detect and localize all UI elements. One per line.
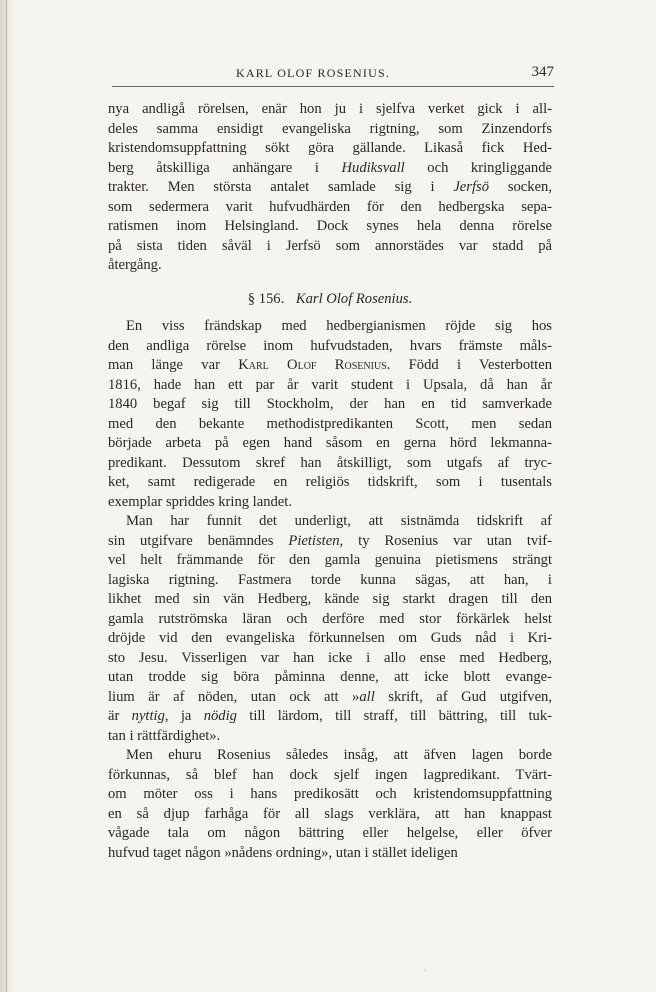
text-run: tan i rättfärdighet».: [108, 727, 221, 744]
text-run: om möter oss i hans predikosätt och kristendomsuppfattning: [108, 786, 552, 802]
text-run: deles samma ensidigt evangeliska rigtning, som Zinzendorfs: [108, 120, 552, 137]
running-title: KARL OLOF ROSENIUS.: [236, 66, 391, 80]
text-line: [108, 395, 552, 415]
text-line: [108, 217, 552, 237]
text-run: den andliga rörelse inom hufvudstaden, hvars främste måls-: [108, 337, 552, 354]
text-run: dröjde vid den evangeliska förkunnelsen om Guds nåd i Kri-: [108, 630, 552, 646]
text-run: 1816, hade han ett par år varit student i Upsala, då han år: [108, 376, 552, 393]
text-line: [108, 198, 552, 218]
text-line: [108, 159, 552, 179]
italic-text: Hudiksvall: [341, 159, 405, 176]
text-run: som sedermera varit hufvudhärden för den hedbergska sepa-: [108, 198, 552, 215]
text-run: likhet med sin vän Hedberg, kände sig starkt dragen till den: [108, 591, 552, 607]
text-run: kristendomsuppfattning sökt göra gällande. Likaså fick Hed-: [108, 140, 552, 156]
text-line: [108, 844, 552, 864]
text-line: [108, 785, 552, 805]
text-run: predikant. Dessutom skref han åtskilligt, som utgafs af tryc-: [108, 454, 552, 471]
text-run: lium är af nöden, utan ock att »: [108, 688, 360, 705]
text-line: [108, 376, 552, 396]
text-run: är: [108, 708, 132, 724]
text-run: sin utgifvare benämndes: [108, 532, 289, 549]
page-number: 347: [531, 64, 554, 80]
text-line: [108, 120, 552, 140]
text-run: utan trodde sig böra påminna denne, att icke blott evange-: [108, 669, 552, 685]
text-line: [108, 256, 552, 276]
text-run: berg åtskilliga anhängare i: [108, 159, 342, 176]
section-number: § 156.: [247, 290, 285, 307]
text-line: [108, 688, 552, 708]
text-run: , ty Rosenius var utan tvif-: [339, 532, 552, 549]
text-run: sto Jesu. Visserligen var han icke i allo ense med Hedberg,: [108, 649, 552, 666]
text-line: [108, 766, 552, 786]
text-run: 1840 begaf sig till Stockholm, der han en tid samverkade: [108, 396, 552, 412]
text-line: [108, 139, 552, 159]
text-line: [108, 356, 552, 376]
text-run: förkunnas, så blef han dock sjelf ingen lagpredikant. Tvärt-: [108, 766, 552, 783]
text-line: [108, 727, 552, 747]
text-run: på sista tiden såväl i Jerfsö som annorstädes var stadd på: [108, 237, 552, 254]
section-body: [108, 317, 552, 863]
paper-speck: ◦: [423, 965, 427, 975]
text-run: med den bekante methodistpredikanten Scott, men sedan: [108, 415, 552, 432]
text-line: [108, 317, 552, 337]
text-line: [108, 237, 552, 257]
running-header: [112, 60, 554, 87]
text-run: man länge var: [108, 357, 239, 373]
text-run: och kringliggande: [404, 159, 552, 176]
page-edge-line: [6, 0, 7, 992]
text-run: ket, samt redigerade en religiös tidskrift, som i tusentals: [108, 474, 552, 490]
text-line: [108, 668, 552, 688]
text-run: En viss frändskap med hedbergianismen röjde sig hos: [126, 318, 552, 334]
italic-text: Pietisten: [288, 532, 340, 549]
italic-text: nödig: [203, 708, 237, 724]
text-line: [108, 434, 552, 454]
text-run: socken,: [489, 179, 552, 195]
text-line: [108, 805, 552, 825]
text-line: [108, 100, 552, 120]
text-line: [108, 454, 552, 474]
italic-text: Jerfsö: [453, 179, 489, 195]
text-line: [108, 473, 552, 493]
text-run: lagiska rigtning. Fastmera torde kunna sägas, att han, i: [108, 571, 552, 588]
paragraph-continued: [108, 100, 552, 276]
text-line: [108, 824, 552, 844]
text-line: [108, 590, 552, 610]
text-line: [108, 610, 552, 630]
text-run: exemplar spriddes kring landet.: [108, 493, 292, 510]
text-line: [108, 551, 552, 571]
text-run: skrift, af Gud utgifven,: [374, 688, 552, 705]
text-line: [108, 707, 552, 727]
text-line: [108, 415, 552, 435]
text-line: [108, 649, 552, 669]
text-run: trakter. Men största antalet samlade sig i: [108, 179, 454, 195]
text-run: återgång.: [108, 257, 162, 273]
section-title: Karl Olof Rosenius.: [295, 290, 413, 307]
section-heading: [108, 290, 552, 310]
page-gutter-shadow: [0, 0, 14, 992]
text-run: gamla rutströmska läran och derföre med stor förkärlek helst: [108, 610, 552, 627]
italic-text: nyttig: [131, 708, 165, 724]
italic-text: all: [359, 688, 375, 705]
body-text: [108, 100, 552, 863]
text-run: Man har funnit det underligt, att sistnämda tidskrift af: [126, 513, 552, 529]
text-run: Men ehuru Rosenius således insåg, att äfven lagen borde: [126, 747, 552, 763]
text-line: [108, 512, 552, 532]
text-line: [108, 532, 552, 552]
text-run: vågade tala om någon bättring eller helgelse, eller öfver: [108, 825, 552, 841]
text-line: [108, 571, 552, 591]
text-run: hufvud taget någon »nådens ordning», utan i stället ideligen: [108, 844, 458, 861]
text-run: till lärdom, till straff, till bättring, till tuk-: [236, 708, 552, 724]
text-line: [108, 746, 552, 766]
text-run: en så djup farhåga för all slags verklära, att han knappast: [108, 805, 552, 822]
text-line: [108, 337, 552, 357]
text-run: vel helt främmande för den gamla genuina pietismens strängt: [108, 552, 552, 568]
text-run: . Född i Vesterbotten: [386, 357, 553, 373]
text-line: [108, 178, 552, 198]
text-line: [108, 493, 552, 513]
text-line: [108, 629, 552, 649]
text-run: började arbeta på egen hand såsom en gerna hörd lekmanna-: [108, 435, 552, 451]
small-caps-name: Karl Olof Rosenius: [238, 357, 387, 373]
text-run: nya andligå rörelsen, enär hon ju i sjelfva verket gick i all-: [108, 101, 552, 117]
text-run: , ja: [164, 708, 204, 724]
text-run: ratismen inom Helsingland. Dock synes hela denna rörelse: [108, 218, 552, 234]
